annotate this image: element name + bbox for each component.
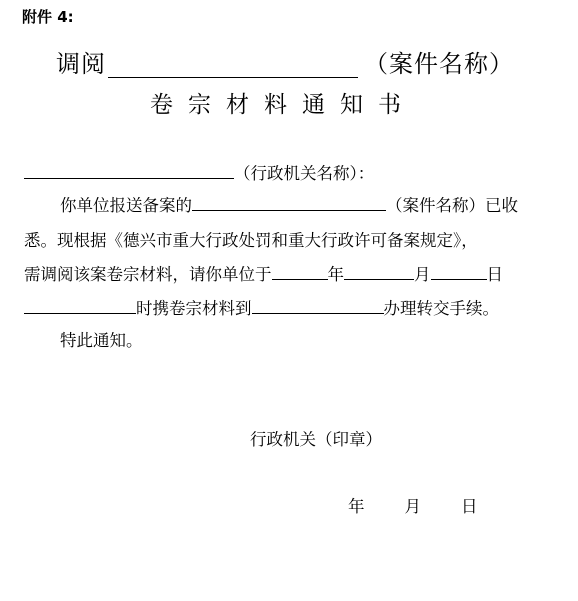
body-line-4 [24, 261, 503, 285]
body-text: 你单位报送备案的 [60, 196, 192, 215]
date-day: 日 [461, 497, 478, 516]
attachment-label: 附件 4: [22, 8, 74, 26]
year-blank [272, 263, 328, 281]
title-suffix: （案件名称） [364, 50, 514, 78]
body-text: 时携卷宗材料到 [136, 299, 252, 318]
body-text: 办理转交手续。 [383, 299, 499, 318]
body-line-5 [24, 295, 499, 319]
day-label: 日 [486, 265, 503, 284]
body-line-1 [24, 160, 374, 184]
body-line-6: 特此通知。 [60, 331, 143, 350]
title-prefix: 调阅 [56, 50, 106, 78]
body-text: （案件名称）已收 [386, 196, 518, 215]
body-line-2 [60, 192, 518, 216]
signature-org: 行政机关（印章） [250, 430, 382, 449]
year-label: 年 [327, 265, 344, 284]
notice-title-line1 [56, 44, 514, 79]
body-line-3: 悉。现根据《德兴市重大行政处罚和重大行政许可备案规定》， [24, 231, 478, 250]
body-text: 需调阅该案卷宗材料，请你单位于 [24, 265, 272, 284]
time-blank [24, 297, 136, 315]
date-year: 年 [348, 497, 365, 516]
agency-name-label: （行政机关名称）： [234, 164, 375, 183]
case-name-blank [108, 51, 358, 78]
notice-title-line2: 卷宗材料通知书 [150, 92, 416, 118]
month-label: 月 [414, 265, 431, 284]
agency-name-blank [24, 162, 234, 180]
case-name-blank-2 [192, 194, 386, 212]
month-blank [344, 263, 414, 281]
date-month: 月 [404, 497, 421, 516]
location-blank [252, 297, 384, 315]
day-blank [431, 263, 487, 281]
signature-date [348, 493, 478, 517]
